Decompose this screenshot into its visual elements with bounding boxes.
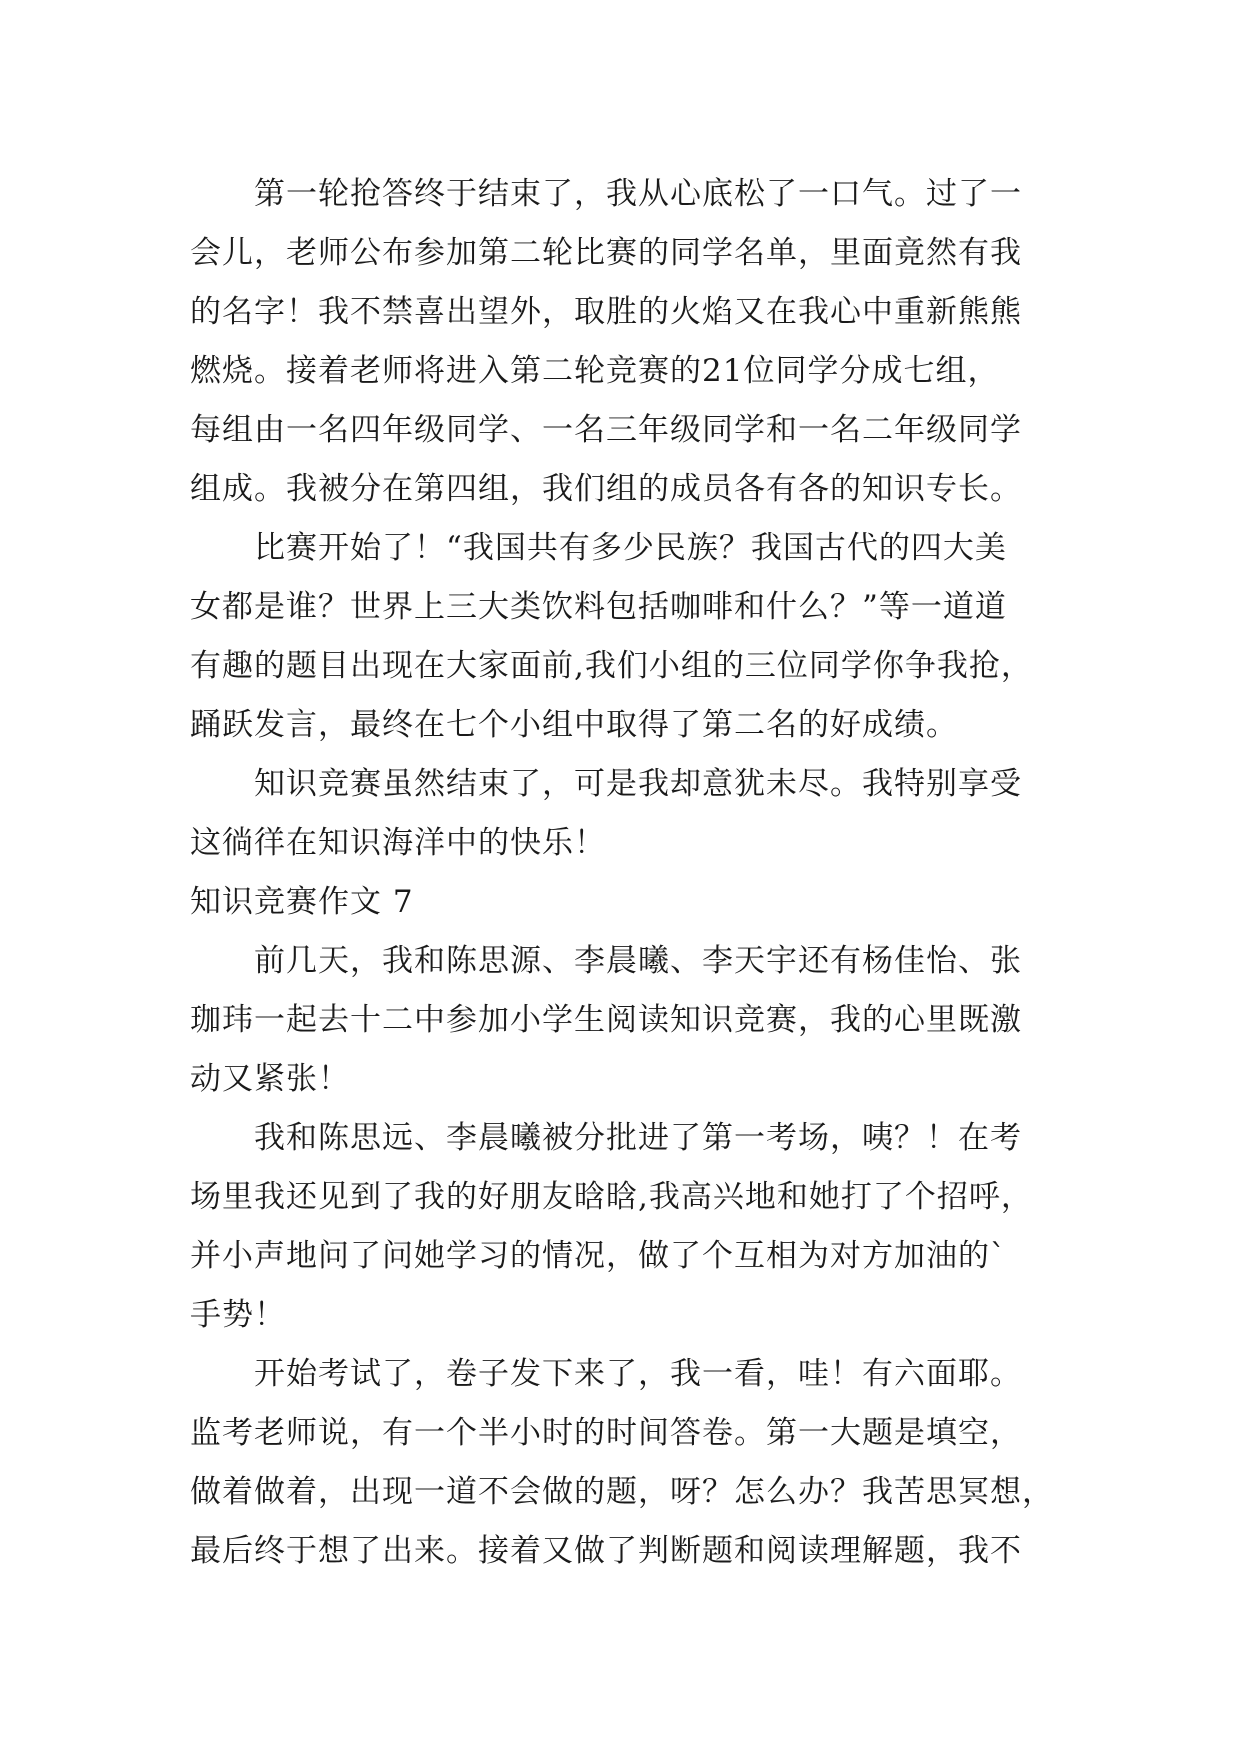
text-line: 手势！	[190, 1297, 286, 1333]
text-line: 动又紧张！	[190, 1061, 350, 1097]
text-line: 第一轮抢答终于结束了，我从心底松了一口气。过了一	[254, 176, 1022, 212]
document-body	[190, 165, 1060, 1581]
text-line: 珈玮一起去十二中参加小学生阅读知识竞赛，我的心里既激	[190, 1002, 1022, 1038]
text-line: 比赛开始了！“我国共有多少民族？我国古代的四大美	[254, 530, 1007, 566]
text-line: 场里我还见到了我的好朋友晗晗,我高兴地和她打了个招呼，	[190, 1179, 1033, 1215]
text-line: 并小声地问了问她学习的情况，做了个互相为对方加油的`	[190, 1238, 1007, 1274]
text-line: 知识竞赛虽然结束了，可是我却意犹未尽。我特别享受	[254, 766, 1022, 802]
text-line: 的名字！我不禁喜出望外，取胜的火焰又在我心中重新熊熊	[190, 294, 1022, 330]
section-heading: 知识竞赛作文 7	[190, 884, 414, 920]
text-line: 燃烧。接着老师将进入第二轮竞赛的21位同学分成七组，	[190, 353, 1000, 389]
text-line: 开始考试了，卷子发下来了，我一看，哇！有六面耶。	[254, 1356, 1022, 1392]
text-line: 这徜徉在知识海洋中的快乐！	[190, 825, 606, 861]
text-line: 踊跃发言，最终在七个小组中取得了第二名的好成绩。	[190, 707, 958, 743]
text-line: 我和陈思远、李晨曦被分批进了第一考场，咦？！在考	[254, 1120, 1022, 1156]
text-line: 每组由一名四年级同学、一名三年级同学和一名二年级同学	[190, 412, 1022, 448]
text-line: 做着做着，出现一道不会做的题，呀？怎么办？我苦思冥想，	[190, 1474, 1054, 1510]
text-line: 有趣的题目出现在大家面前,我们小组的三位同学你争我抢，	[190, 648, 1033, 684]
text-line: 监考老师说，有一个半小时的时间答卷。第一大题是填空，	[190, 1415, 1022, 1451]
text-line: 会儿，老师公布参加第二轮比赛的同学名单，里面竟然有我	[190, 235, 1022, 271]
text-line: 组成。我被分在第四组，我们组的成员各有各的知识专长。	[190, 471, 1022, 507]
text-line: 最后终于想了出来。接着又做了判断题和阅读理解题，我不	[190, 1533, 1022, 1569]
text-line: 前几天，我和陈思源、李晨曦、李天宇还有杨佳怡、张	[254, 943, 1022, 979]
text-line: 女都是谁？世界上三大类饮料包括咖啡和什么？”等一道道	[190, 589, 1007, 625]
